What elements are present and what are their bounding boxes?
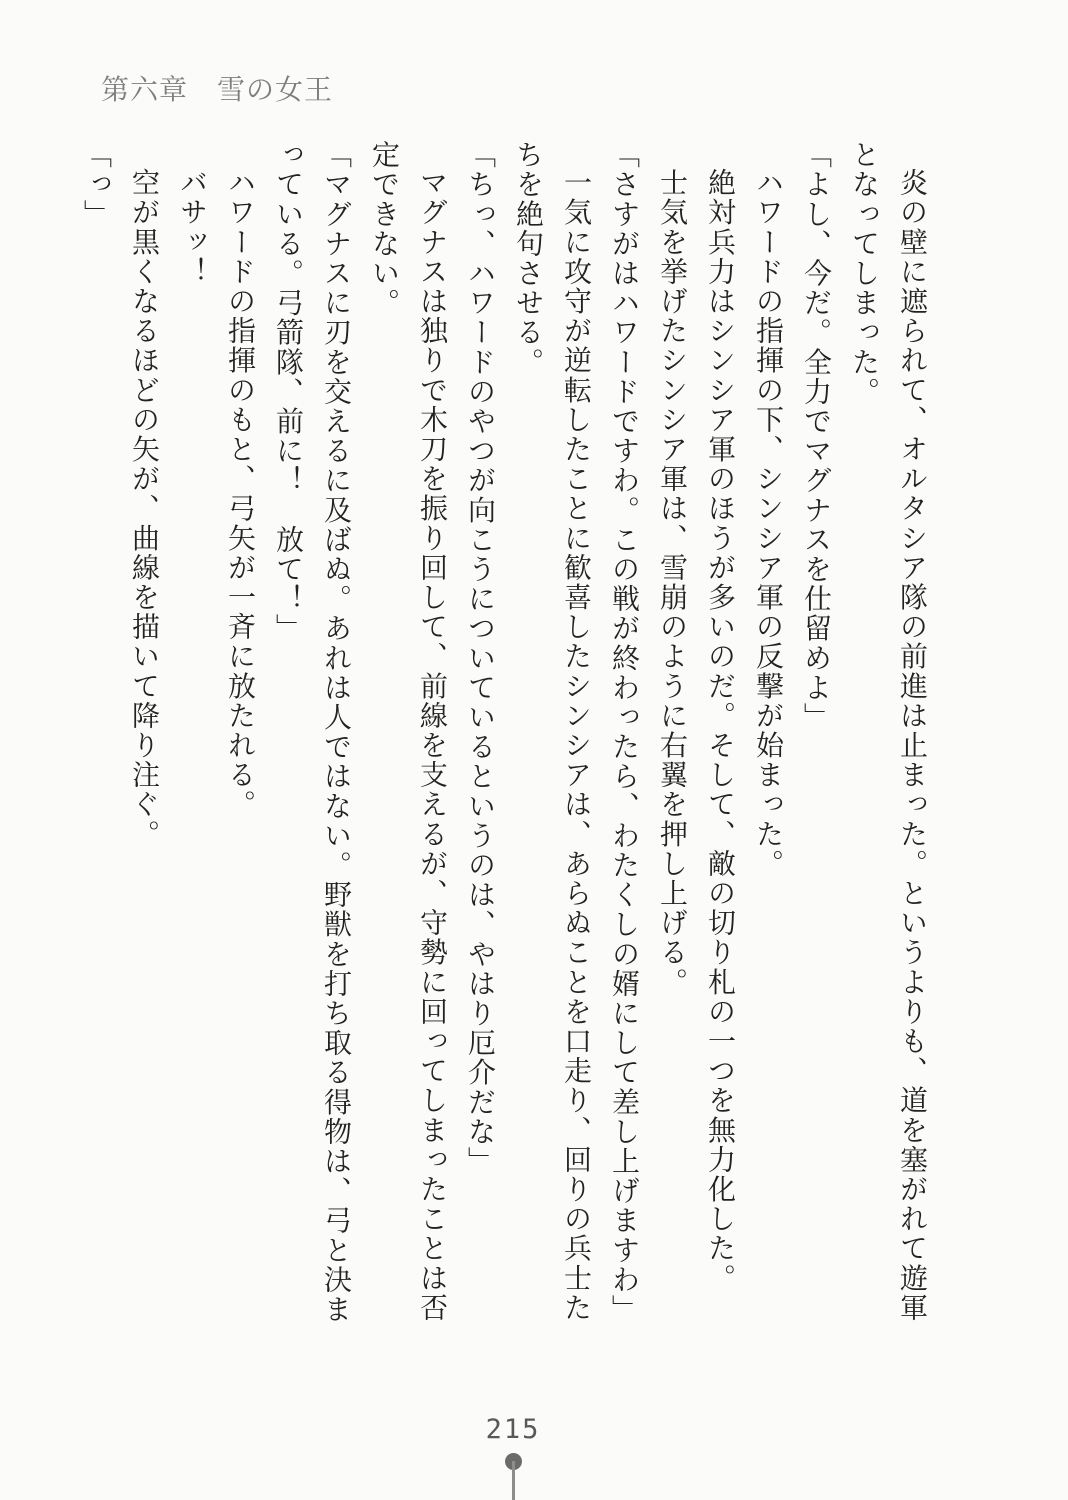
- paragraph: 士気を挙げたシンシア軍は、雪崩のように右翼を押し上げる。: [656, 168, 689, 997]
- paragraph: 「さすがはハワードですわ。この戦が終わったら、わたくしの婿にして差し上げますわ」: [608, 140, 641, 1324]
- paragraph: バサッ！: [176, 168, 209, 287]
- paragraph: 炎の壁に遮られて、オルタシア隊の前進は止まった。というよりも、道を塞がれて遊軍となってしまった。: [848, 140, 929, 1323]
- paragraph: 絶対兵力はシンシア軍のほうが多いのだ。そして、敵の切り札の一つを無力化した。: [704, 168, 737, 1293]
- paragraph: 「っ」: [80, 140, 113, 229]
- paragraph: マグナスは独りで木刀を振り回して、前線を支えるが、守勢に回ってしまったことは否定できない。: [368, 140, 449, 1323]
- binding-line: [512, 1461, 515, 1500]
- paragraph: ハワードの指揮のもと、弓矢が一斉に放たれる。: [224, 168, 257, 820]
- paragraph: 「よし、今だ。全力でマグナスを仕留めよ」: [800, 140, 833, 732]
- paragraph: 「ちっ、ハワードのやつが向こうについているというのは、やはり厄介だな」: [464, 140, 497, 1176]
- chapter-header: 第六章 雪の女王: [101, 73, 334, 106]
- paragraph: ハワードの指揮の下、シンシア軍の反撃が始まった。: [752, 168, 785, 879]
- paragraph: 一気に攻守が逆転したことに歓喜したシンシアは、あらぬことを口走り、回りの兵士たちを絶句させる。: [512, 140, 593, 1323]
- paragraph: 空が黒くなるほどの矢が、曲線を描いて降り注ぐ。: [128, 168, 161, 849]
- body-text: [72, 140, 936, 1330]
- paragraph: 「マグナスに刃を交えるに及ばぬ。あれは人ではない。野獣を打ち取る得物は、弓と決まっている。弓箭隊、前に！ 放て！」: [272, 140, 353, 1324]
- page-number: 215: [485, 1414, 541, 1445]
